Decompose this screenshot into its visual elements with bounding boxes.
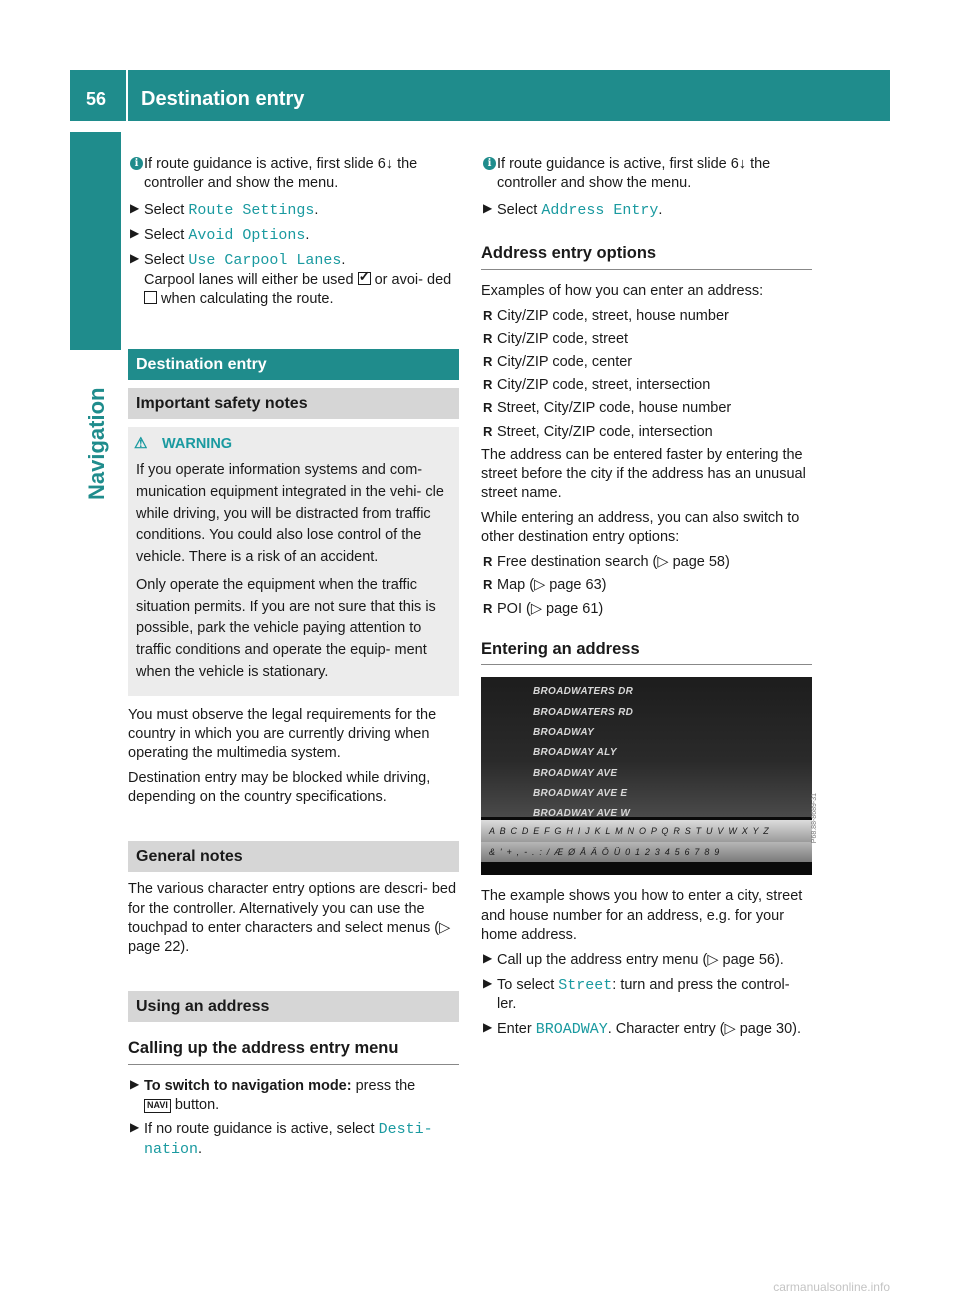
info-icon: i [483, 157, 496, 170]
step-item: ▶ Select Route Settings. [130, 201, 319, 220]
side-tab [68, 360, 128, 500]
info-icon: i [130, 157, 143, 170]
menu-term: Use Carpool Lanes [188, 251, 342, 269]
watermark: carmanualsonline.info [773, 1280, 890, 1295]
page-number: 56 [86, 89, 107, 109]
bullet-icon: R [483, 577, 493, 593]
list-item-text: City/ZIP code, street, house number [497, 307, 729, 324]
list-item [481, 307, 812, 326]
screen-list-item: BROADWATERS RD [533, 706, 634, 718]
screen-list-item: BROADWAY ALY [533, 747, 617, 759]
arrow-icon: ▶ [130, 250, 140, 265]
subsection-heading: Using an address [128, 991, 459, 1022]
step-item: ▶ Select Use Carpool Lanes. [130, 250, 346, 269]
warning-text: Only operate the equipment when the traffic situation permits. If you are not sure that this is possible, park the vehicle paying attention to traffic conditions and operate the equip- ment when the vehicle is stationary. [136, 576, 436, 680]
menu-term: Address Entry [541, 202, 659, 220]
arrow-icon: ▶ [483, 950, 493, 965]
list-item [481, 576, 812, 595]
arrow-icon: ▶ [483, 201, 493, 216]
arrow-icon: ▶ [130, 1120, 140, 1135]
list-item-text: Street, City/ZIP code, intersection [497, 423, 713, 440]
paragraph: Examples of how you can enter an address: [481, 282, 764, 299]
screen-list-item: BROADWAY AVE W [533, 808, 631, 820]
step-item [481, 1020, 812, 1040]
right-column [481, 155, 818, 1044]
step-text: To select [497, 976, 559, 993]
bullet-icon: R [483, 377, 493, 393]
paragraph: Destination entry may be blocked while driving, depending on the country specifications. [128, 770, 431, 806]
info-note: i If route guidance is active, first slide 6↓ the controller and show the menu. [128, 155, 459, 193]
menu-term: Street [558, 976, 613, 994]
step-item: ▶ Select Avoid Options. [130, 226, 310, 245]
character-bar-symbols: & ' + , - . : / Æ Ø Å Ä Ö Ü 0 1 2 3 4 5 6 7 8 9 [481, 842, 812, 862]
page-title: Destination entry [141, 88, 305, 110]
screen-list-item: BROADWATERS DR [533, 686, 634, 698]
list-item-text: Free destination search (▷ page 58) [497, 554, 730, 571]
list-item [481, 600, 812, 619]
list-item-text: City/ZIP code, street [497, 331, 629, 348]
side-tab-block [70, 132, 121, 350]
menu-term: Route Settings [188, 202, 315, 220]
step-item [481, 951, 812, 971]
controller-slide-icon: 6↓ [377, 156, 394, 172]
step-text: Call up the address entry menu (▷ page 56). [497, 951, 784, 968]
side-tab-label: Navigation [84, 387, 109, 500]
bullet-icon: R [483, 600, 493, 616]
list-background [481, 677, 812, 817]
paragraph: You must observe the legal requirements for the country in which you are currently driving when operating the multimedia system. [128, 706, 437, 761]
subsection-heading: General notes [128, 841, 459, 872]
section-heading: Destination entry [128, 349, 459, 380]
step-list [481, 951, 812, 1040]
heading: Calling up the address entry menu [128, 1038, 459, 1065]
warning-triangle-icon: ⚠ [134, 435, 148, 453]
arrow-icon: ▶ [130, 1076, 140, 1091]
step-text: : turn and press the control- ler. [497, 976, 790, 1013]
step-item [481, 976, 812, 1015]
bullet-icon: R [483, 554, 493, 570]
bullet-icon: R [483, 423, 493, 439]
paragraph: The example shows you how to enter a city, street and house number for an address, e.g. for your home address. [481, 888, 803, 943]
step-text: . Character entry (▷ page 30). [607, 1020, 801, 1037]
list-item-text: POI (▷ page 61) [497, 600, 604, 617]
checkbox-empty-icon [144, 291, 157, 304]
list-item-text: City/ZIP code, center [497, 354, 633, 371]
paragraph: The various character entry options are descri- bed for the controller. Alternatively you can use the touchpad to enter characters and select menus (▷ page 22). [128, 881, 457, 955]
warning-text: If you operate information systems and com- munication equipment integrated in the vehi- cle while driving, you will be distracted from traffic conditions. You could also lose control of the vehicle. There is a risk of an accident. [136, 462, 444, 566]
list-item [481, 330, 812, 349]
warning-box [128, 427, 459, 696]
option-list [481, 553, 812, 618]
menu-term: Avoid Options [188, 227, 306, 245]
step-item: ▶ If no route guidance is active, select Desti‐ nation. [130, 1120, 433, 1158]
subsection-heading: Important safety notes [128, 388, 459, 419]
left-column [128, 155, 459, 1165]
menu-term: BROADWAY [535, 1020, 608, 1038]
list-item-text: Map (▷ page 63) [497, 577, 607, 594]
list-item-text: Street, City/ZIP code, house number [497, 400, 732, 417]
warning-title: ⚠ WARNING [134, 435, 233, 453]
arrow-icon: ▶ [130, 201, 140, 216]
step-item: ▶ To switch to navigation mode: press the NAVI button. [130, 1076, 416, 1113]
list-item [481, 553, 812, 572]
header-divider [126, 70, 128, 121]
bullet-icon: R [483, 354, 493, 370]
screen-list-item: BROADWAY AVE E [533, 787, 628, 799]
checkbox-checked-icon [358, 272, 371, 285]
step-text: Enter [497, 1020, 536, 1037]
arrow-icon: ▶ [483, 1019, 493, 1034]
bullet-icon: R [483, 400, 493, 416]
arrow-icon: ▶ [130, 226, 140, 241]
menu-term: Desti‐ nation [144, 1121, 433, 1158]
bullet-icon: R [483, 307, 493, 323]
arrow-icon: ▶ [483, 975, 493, 990]
list-item [481, 353, 812, 372]
image-code: P68.88-8689-31 [811, 793, 818, 844]
step-item: ▶ Select Address Entry. [483, 201, 663, 220]
navi-button-icon: NAVI [144, 1099, 171, 1113]
controller-slide-icon: 6↓ [730, 156, 747, 172]
paragraph: While entering an address, you can also switch to other destination entry options: [481, 510, 800, 546]
bullet-icon: R [483, 331, 493, 347]
list-item [481, 376, 812, 395]
heading: Entering an address [481, 639, 812, 666]
screen-list-item: BROADWAY AVE [533, 767, 618, 779]
list-item [481, 399, 812, 418]
list-item-text: City/ZIP code, street, intersection [497, 377, 711, 394]
example-list [481, 307, 812, 442]
address-entry-screenshot [481, 677, 818, 875]
list-item [481, 423, 812, 442]
heading: Address entry options [481, 243, 812, 270]
info-note: i If route guidance is active, first slide 6↓ the controller and show the menu. [481, 155, 812, 193]
screen-list-item: BROADWAY [533, 727, 595, 739]
paragraph: The address can be entered faster by entering the street before the city if the address has an unusual street name. [481, 446, 806, 501]
character-bar-letters: A B C D E F G H I J K L M N O P Q R S T U V W X Y Z [481, 820, 812, 842]
carpool-note: Carpool lanes will either be used ✓ or avoi- ded when calculating the route. [128, 271, 459, 309]
